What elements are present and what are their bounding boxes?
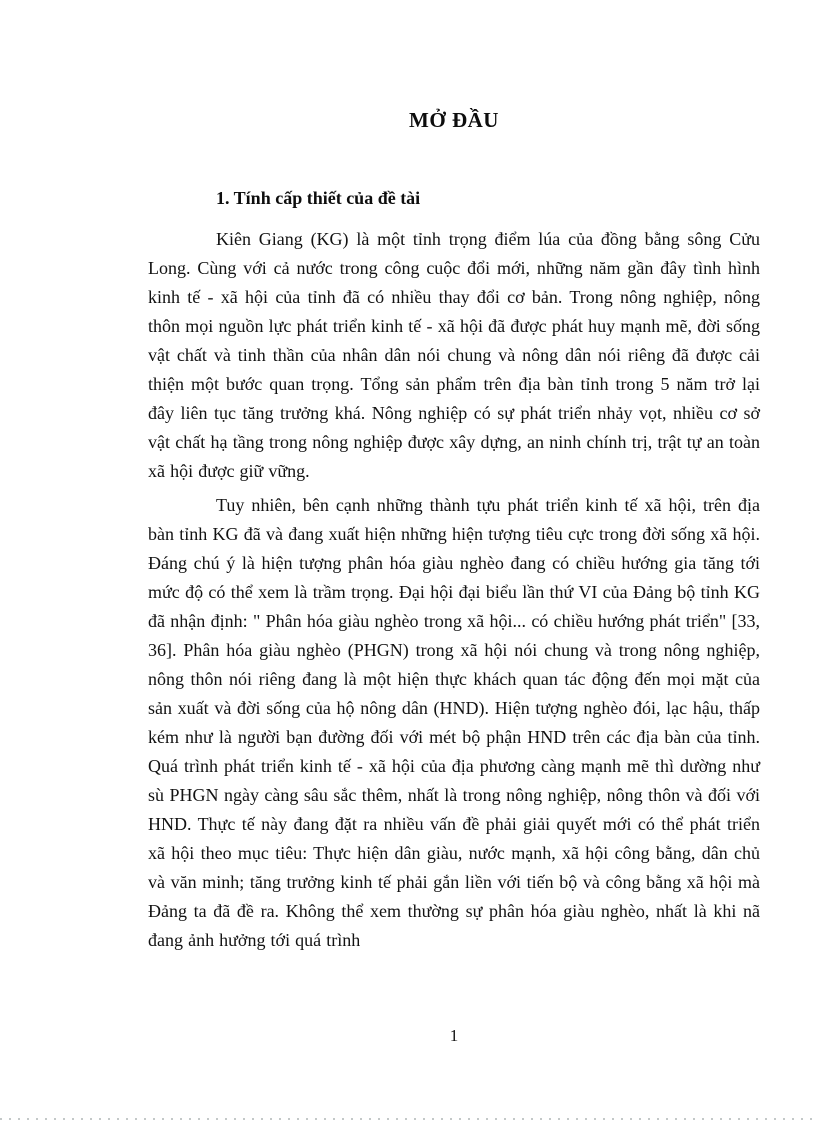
page-bottom-dotted-divider bbox=[0, 1118, 816, 1120]
page-title: MỞ ĐẦU bbox=[409, 108, 499, 132]
page-content bbox=[148, 106, 760, 955]
section-heading: 1. Tính cấp thiết của đề tài bbox=[216, 188, 421, 208]
body-paragraph: Tuy nhiên, bên cạnh những thành tựu phát triển kinh tế xã hội, trên địa bàn tỉnh KG đã và đang xuất hiện những hiện tượng tiêu cực trong đời sống xã hội. Đáng chú ý là hiện tượng phân hóa giàu nghèo đang có chiều hướng gia tăng tới mức độ có thể xem là trầm trọng. Đại hội đại biểu lần thứ VI của Đảng bộ tỉnh KG đã nhận định: " Phân hóa giàu nghèo trong xã hội... có chiều hướng phát triển" [33, 36]. Phân hóa giàu nghèo (PHGN) trong xã hội nói chung và trong nông nghiệp, nông thôn nói riêng đang là một hiện thực khách quan tác động đến mọi mặt của sản xuất và đời sống của hộ nông dân (HND). Hiện tượng nghèo đói, lạc hậu, thấp kém như là người bạn đường đối với mét bộ phận HND trên các địa bàn của tỉnh. Quá trình phát triển kinh tế - xã hội của địa phương càng mạnh mẽ thì dường như sù PHGN ngày càng sâu sắc thêm, nhất là trong nông nghiệp, nông thôn và đối với HND. Thực tế này đang đặt ra nhiều vấn đề phải giải quyết mới có thể phát triển xã hội theo mục tiêu: Thực hiện dân giàu, nước mạnh, xã hội công bằng, dân chủ và văn minh; tăng trưởng kinh tế phải gắn liền với tiến bộ và công bằng xã hội mà Đảng ta đã đề ra. Không thể xem thường sự phân hóa giàu nghèo, nhất là khi nã đang ảnh hưởng tới quá trình bbox=[148, 495, 760, 950]
body-paragraph: Kiên Giang (KG) là một tỉnh trọng điểm lúa của đồng bằng sông Cửu Long. Cùng với cả nước trong công cuộc đổi mới, những năm gần đây tình hình kinh tế - xã hội của tỉnh đã có nhiều thay đổi cơ bản. Trong nông nghiệp, nông thôn mọi nguồn lực phát triển kinh tế - xã hội đã được phát huy mạnh mẽ, đời sống vật chất và tinh thần của nhân dân nói chung và nông dân nói riêng đã được cải thiện một bước quan trọng. Tổng sản phẩm trên địa bàn tỉnh trong 5 năm trở lại đây liên tục tăng trưởng khá. Nông nghiệp có sự phát triển nhảy vọt, nhiều cơ sở vật chất hạ tầng trong nông nghiệp được xây dựng, an ninh chính trị, trật tự an toàn xã hội được giữ vững. bbox=[148, 229, 760, 481]
page-number: 1 bbox=[449, 1026, 459, 1045]
